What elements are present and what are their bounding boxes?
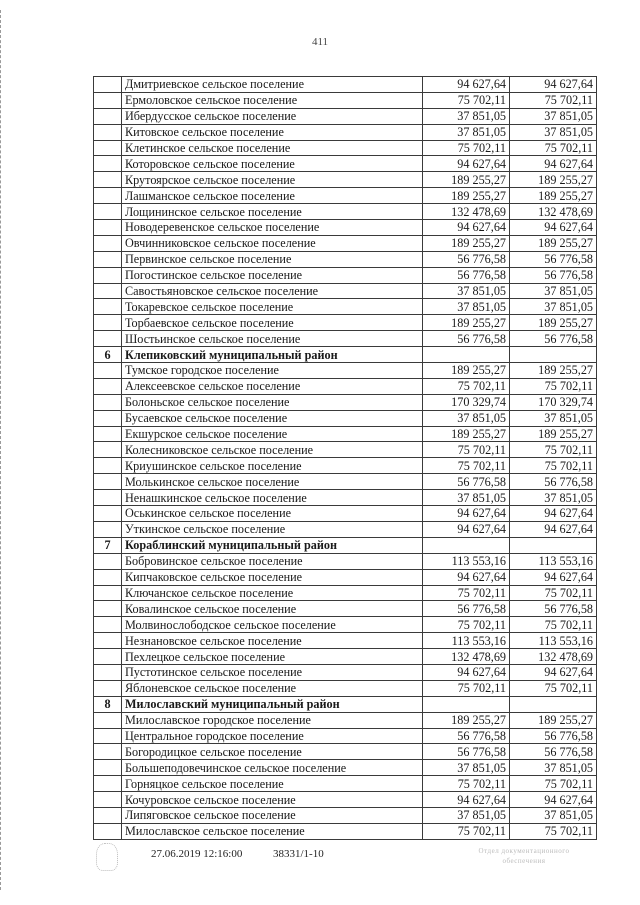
amount-2: 37 851,05 — [510, 283, 597, 299]
amount-2 — [510, 537, 597, 553]
settlement-name: Уткинское сельское поселение — [122, 521, 423, 537]
amount-1: 94 627,64 — [423, 77, 510, 93]
amount-2: 75 702,11 — [510, 680, 597, 696]
row-number — [94, 760, 122, 776]
amount-2: 56 776,58 — [510, 728, 597, 744]
settlement-name: Милославское сельское поселение — [122, 823, 423, 839]
row-number — [94, 283, 122, 299]
amount-1: 189 255,27 — [423, 235, 510, 251]
table-row — [94, 315, 597, 331]
table-row — [94, 776, 597, 792]
row-number — [94, 299, 122, 315]
table-row — [94, 744, 597, 760]
footer-date: 27.06.2019 12:16:00 — [151, 848, 243, 860]
amount-2: 56 776,58 — [510, 474, 597, 490]
table-row — [94, 378, 597, 394]
row-number — [94, 331, 122, 347]
table-row — [94, 283, 597, 299]
table-row — [94, 140, 597, 156]
table-row — [94, 172, 597, 188]
row-number — [94, 506, 122, 522]
amount-2: 94 627,64 — [510, 156, 597, 172]
amount-1: 189 255,27 — [423, 315, 510, 331]
settlement-name: Богородицкое сельское поселение — [122, 744, 423, 760]
settlement-name: Горняцкое сельское поселение — [122, 776, 423, 792]
amount-2: 94 627,64 — [510, 792, 597, 808]
amount-1: 94 627,64 — [423, 156, 510, 172]
settlement-name: Яблоневское сельское поселение — [122, 680, 423, 696]
row-number — [94, 617, 122, 633]
amount-2: 189 255,27 — [510, 712, 597, 728]
table-row — [94, 92, 597, 108]
row-number — [94, 474, 122, 490]
amount-2: 56 776,58 — [510, 267, 597, 283]
amount-1 — [423, 347, 510, 363]
amount-1: 56 776,58 — [423, 601, 510, 617]
settlement-name: Болоньское сельское поселение — [122, 394, 423, 410]
amount-2: 113 553,16 — [510, 633, 597, 649]
settlement-name: Пустотинское сельское поселение — [122, 664, 423, 680]
amount-2: 75 702,11 — [510, 92, 597, 108]
settlement-name: Клепиковский муниципальный район — [122, 347, 423, 363]
table-row — [94, 680, 597, 696]
table-row — [94, 267, 597, 283]
row-number — [94, 680, 122, 696]
settlement-name: Ермоловское сельское поселение — [122, 92, 423, 108]
amount-2: 56 776,58 — [510, 251, 597, 267]
amount-1: 75 702,11 — [423, 585, 510, 601]
amount-2: 94 627,64 — [510, 569, 597, 585]
settlement-name: Крутоярское сельское поселение — [122, 172, 423, 188]
amount-1: 56 776,58 — [423, 267, 510, 283]
amount-1: 113 553,16 — [423, 553, 510, 569]
row-number — [94, 633, 122, 649]
row-number: 7 — [94, 537, 122, 553]
row-number — [94, 410, 122, 426]
row-number — [94, 521, 122, 537]
row-number — [94, 601, 122, 617]
table-row — [94, 410, 597, 426]
settlement-name: Ковалинское сельское поселение — [122, 601, 423, 617]
table-row — [94, 235, 597, 251]
settlement-name: Лашманское сельское поселение — [122, 188, 423, 204]
amount-1: 75 702,11 — [423, 458, 510, 474]
table-row — [94, 823, 597, 839]
settlement-name: Алексеевское сельское поселение — [122, 378, 423, 394]
table-row — [94, 363, 597, 379]
row-number — [94, 156, 122, 172]
amount-2: 75 702,11 — [510, 140, 597, 156]
amount-1: 37 851,05 — [423, 124, 510, 140]
row-number — [94, 553, 122, 569]
page-number: 411 — [311, 36, 329, 48]
table-row — [94, 521, 597, 537]
settlement-name: Бобровинское сельское поселение — [122, 553, 423, 569]
row-number — [94, 458, 122, 474]
row-number: 6 — [94, 347, 122, 363]
amount-2: 132 478,69 — [510, 649, 597, 665]
amount-2: 94 627,64 — [510, 664, 597, 680]
settlement-name: Большеподовечинское сельское поселение — [122, 760, 423, 776]
table-row — [94, 77, 597, 93]
amount-1: 94 627,64 — [423, 521, 510, 537]
settlement-name: Тумское городское поселение — [122, 363, 423, 379]
amount-1: 37 851,05 — [423, 299, 510, 315]
allocation-table — [93, 76, 597, 840]
settlement-name: Лощининское сельское поселение — [122, 204, 423, 220]
table-row — [94, 108, 597, 124]
table-row — [94, 299, 597, 315]
amount-1: 56 776,58 — [423, 728, 510, 744]
settlement-name: Торбаевское сельское поселение — [122, 315, 423, 331]
amount-1: 75 702,11 — [423, 776, 510, 792]
settlement-name: Ненашкинское сельское поселение — [122, 490, 423, 506]
amount-2: 75 702,11 — [510, 776, 597, 792]
settlement-name: Колесниковское сельское поселение — [122, 442, 423, 458]
amount-2: 94 627,64 — [510, 506, 597, 522]
table-row — [94, 156, 597, 172]
settlement-name: Кочуровское сельское поселение — [122, 792, 423, 808]
amount-1: 37 851,05 — [423, 490, 510, 506]
amount-2: 75 702,11 — [510, 617, 597, 633]
amount-2: 132 478,69 — [510, 204, 597, 220]
amount-1: 132 478,69 — [423, 649, 510, 665]
row-number — [94, 649, 122, 665]
settlement-name: Центральное городское поселение — [122, 728, 423, 744]
amount-1: 75 702,11 — [423, 140, 510, 156]
amount-1: 56 776,58 — [423, 744, 510, 760]
row-number — [94, 77, 122, 93]
row-number — [94, 664, 122, 680]
amount-1: 37 851,05 — [423, 410, 510, 426]
settlement-name: Милославский муниципальный район — [122, 696, 423, 712]
district-row — [94, 696, 597, 712]
amount-1: 75 702,11 — [423, 442, 510, 458]
amount-1 — [423, 537, 510, 553]
amount-2: 37 851,05 — [510, 299, 597, 315]
stamp-line-1: Отдел документационного — [478, 847, 570, 855]
scan-edge — [0, 10, 3, 890]
amount-2: 37 851,05 — [510, 108, 597, 124]
table-row — [94, 124, 597, 140]
row-number — [94, 728, 122, 744]
amount-1: 75 702,11 — [423, 378, 510, 394]
table-row — [94, 458, 597, 474]
amount-1: 189 255,27 — [423, 188, 510, 204]
table-row — [94, 506, 597, 522]
row-number — [94, 585, 122, 601]
row-number — [94, 490, 122, 506]
amount-1: 170 329,74 — [423, 394, 510, 410]
table-body — [94, 77, 597, 840]
amount-1: 189 255,27 — [423, 172, 510, 188]
district-row — [94, 347, 597, 363]
amount-1: 75 702,11 — [423, 617, 510, 633]
amount-1: 37 851,05 — [423, 760, 510, 776]
amount-1: 132 478,69 — [423, 204, 510, 220]
row-number: 8 — [94, 696, 122, 712]
amount-2: 170 329,74 — [510, 394, 597, 410]
amount-1: 37 851,05 — [423, 807, 510, 823]
amount-2: 189 255,27 — [510, 188, 597, 204]
row-number — [94, 744, 122, 760]
amount-2: 189 255,27 — [510, 315, 597, 331]
amount-2: 113 553,16 — [510, 553, 597, 569]
settlement-name: Липяговское сельское поселение — [122, 807, 423, 823]
settlement-name: Незнановское сельское поселение — [122, 633, 423, 649]
table-row — [94, 426, 597, 442]
amount-2: 94 627,64 — [510, 77, 597, 93]
footer-stamp — [450, 846, 598, 866]
table-row — [94, 601, 597, 617]
amount-1: 37 851,05 — [423, 108, 510, 124]
settlement-name: Первинское сельское поселение — [122, 251, 423, 267]
table-row — [94, 251, 597, 267]
table-row — [94, 792, 597, 808]
table-row — [94, 553, 597, 569]
table-row — [94, 617, 597, 633]
amount-2: 189 255,27 — [510, 235, 597, 251]
footer-code: 38331/1-10 — [273, 848, 324, 860]
row-number — [94, 712, 122, 728]
amount-2: 37 851,05 — [510, 490, 597, 506]
settlement-name: Пехлецкое сельское поселение — [122, 649, 423, 665]
amount-2: 56 776,58 — [510, 601, 597, 617]
amount-2: 37 851,05 — [510, 124, 597, 140]
amount-2: 75 702,11 — [510, 823, 597, 839]
emblem-icon — [96, 843, 118, 871]
amount-2: 94 627,64 — [510, 220, 597, 236]
row-number — [94, 124, 122, 140]
settlement-name: Бусаевское сельское поселение — [122, 410, 423, 426]
amount-2: 37 851,05 — [510, 410, 597, 426]
amount-2: 75 702,11 — [510, 442, 597, 458]
table-row — [94, 760, 597, 776]
table-row — [94, 712, 597, 728]
settlement-name: Милославское городское поселение — [122, 712, 423, 728]
row-number — [94, 108, 122, 124]
row-number — [94, 235, 122, 251]
row-number — [94, 569, 122, 585]
row-number — [94, 394, 122, 410]
table-row — [94, 664, 597, 680]
settlement-name: Шостьинское сельское поселение — [122, 331, 423, 347]
row-number — [94, 426, 122, 442]
row-number — [94, 823, 122, 839]
settlement-name: Оськинское сельское поселение — [122, 506, 423, 522]
settlement-name: Китовское сельское поселение — [122, 124, 423, 140]
amount-1: 94 627,64 — [423, 792, 510, 808]
row-number — [94, 807, 122, 823]
table-row — [94, 649, 597, 665]
amount-1: 94 627,64 — [423, 664, 510, 680]
table-row — [94, 331, 597, 347]
settlement-name: Погостинское сельское поселение — [122, 267, 423, 283]
amount-2: 56 776,58 — [510, 744, 597, 760]
amount-1: 75 702,11 — [423, 680, 510, 696]
amount-1: 56 776,58 — [423, 474, 510, 490]
amount-1: 113 553,16 — [423, 633, 510, 649]
row-number — [94, 172, 122, 188]
table-row — [94, 633, 597, 649]
amount-2: 75 702,11 — [510, 458, 597, 474]
settlement-name: Криушинское сельское поселение — [122, 458, 423, 474]
amount-2: 75 702,11 — [510, 585, 597, 601]
table-row — [94, 569, 597, 585]
row-number — [94, 315, 122, 331]
settlement-name: Екшурское сельское поселение — [122, 426, 423, 442]
amount-2: 56 776,58 — [510, 331, 597, 347]
table-row — [94, 490, 597, 506]
settlement-name: Ибердусское сельское поселение — [122, 108, 423, 124]
district-row — [94, 537, 597, 553]
row-number — [94, 92, 122, 108]
table-row — [94, 394, 597, 410]
row-number — [94, 267, 122, 283]
amount-2 — [510, 347, 597, 363]
settlement-name: Дмитриевское сельское поселение — [122, 77, 423, 93]
row-number — [94, 220, 122, 236]
amount-1: 56 776,58 — [423, 331, 510, 347]
amount-1: 75 702,11 — [423, 92, 510, 108]
amount-2: 37 851,05 — [510, 807, 597, 823]
amount-1: 189 255,27 — [423, 712, 510, 728]
row-number — [94, 204, 122, 220]
amount-1: 189 255,27 — [423, 426, 510, 442]
amount-1: 189 255,27 — [423, 363, 510, 379]
amount-1: 56 776,58 — [423, 251, 510, 267]
settlement-name: Ключанское сельское поселение — [122, 585, 423, 601]
amount-1 — [423, 696, 510, 712]
settlement-name: Кораблинский муниципальный район — [122, 537, 423, 553]
row-number — [94, 363, 122, 379]
amount-1: 75 702,11 — [423, 823, 510, 839]
amount-2: 94 627,64 — [510, 521, 597, 537]
settlement-name: Клетинское сельское поселение — [122, 140, 423, 156]
table-row — [94, 442, 597, 458]
table-row — [94, 585, 597, 601]
amount-2: 189 255,27 — [510, 172, 597, 188]
amount-1: 94 627,64 — [423, 569, 510, 585]
amount-2: 37 851,05 — [510, 760, 597, 776]
settlement-name: Молвинослободское сельское поселение — [122, 617, 423, 633]
amount-2 — [510, 696, 597, 712]
amount-2: 189 255,27 — [510, 363, 597, 379]
settlement-name: Кипчаковское сельское поселение — [122, 569, 423, 585]
table-row — [94, 188, 597, 204]
settlement-name: Которовское сельское поселение — [122, 156, 423, 172]
settlement-name: Новодеревенское сельское поселение — [122, 220, 423, 236]
row-number — [94, 378, 122, 394]
table-row — [94, 474, 597, 490]
settlement-name: Овчинниковское сельское поселение — [122, 235, 423, 251]
row-number — [94, 776, 122, 792]
row-number — [94, 251, 122, 267]
settlement-name: Молькинское сельское поселение — [122, 474, 423, 490]
row-number — [94, 188, 122, 204]
stamp-line-2: обеспечения — [502, 857, 546, 865]
amount-2: 75 702,11 — [510, 378, 597, 394]
amount-1: 37 851,05 — [423, 283, 510, 299]
table-row — [94, 220, 597, 236]
amount-2: 189 255,27 — [510, 426, 597, 442]
table-row — [94, 204, 597, 220]
table-row — [94, 728, 597, 744]
amount-1: 94 627,64 — [423, 220, 510, 236]
settlement-name: Савостьяновское сельское поселение — [122, 283, 423, 299]
settlement-name: Токаревское сельское поселение — [122, 299, 423, 315]
row-number — [94, 140, 122, 156]
amount-1: 94 627,64 — [423, 506, 510, 522]
row-number — [94, 442, 122, 458]
row-number — [94, 792, 122, 808]
table-row — [94, 807, 597, 823]
